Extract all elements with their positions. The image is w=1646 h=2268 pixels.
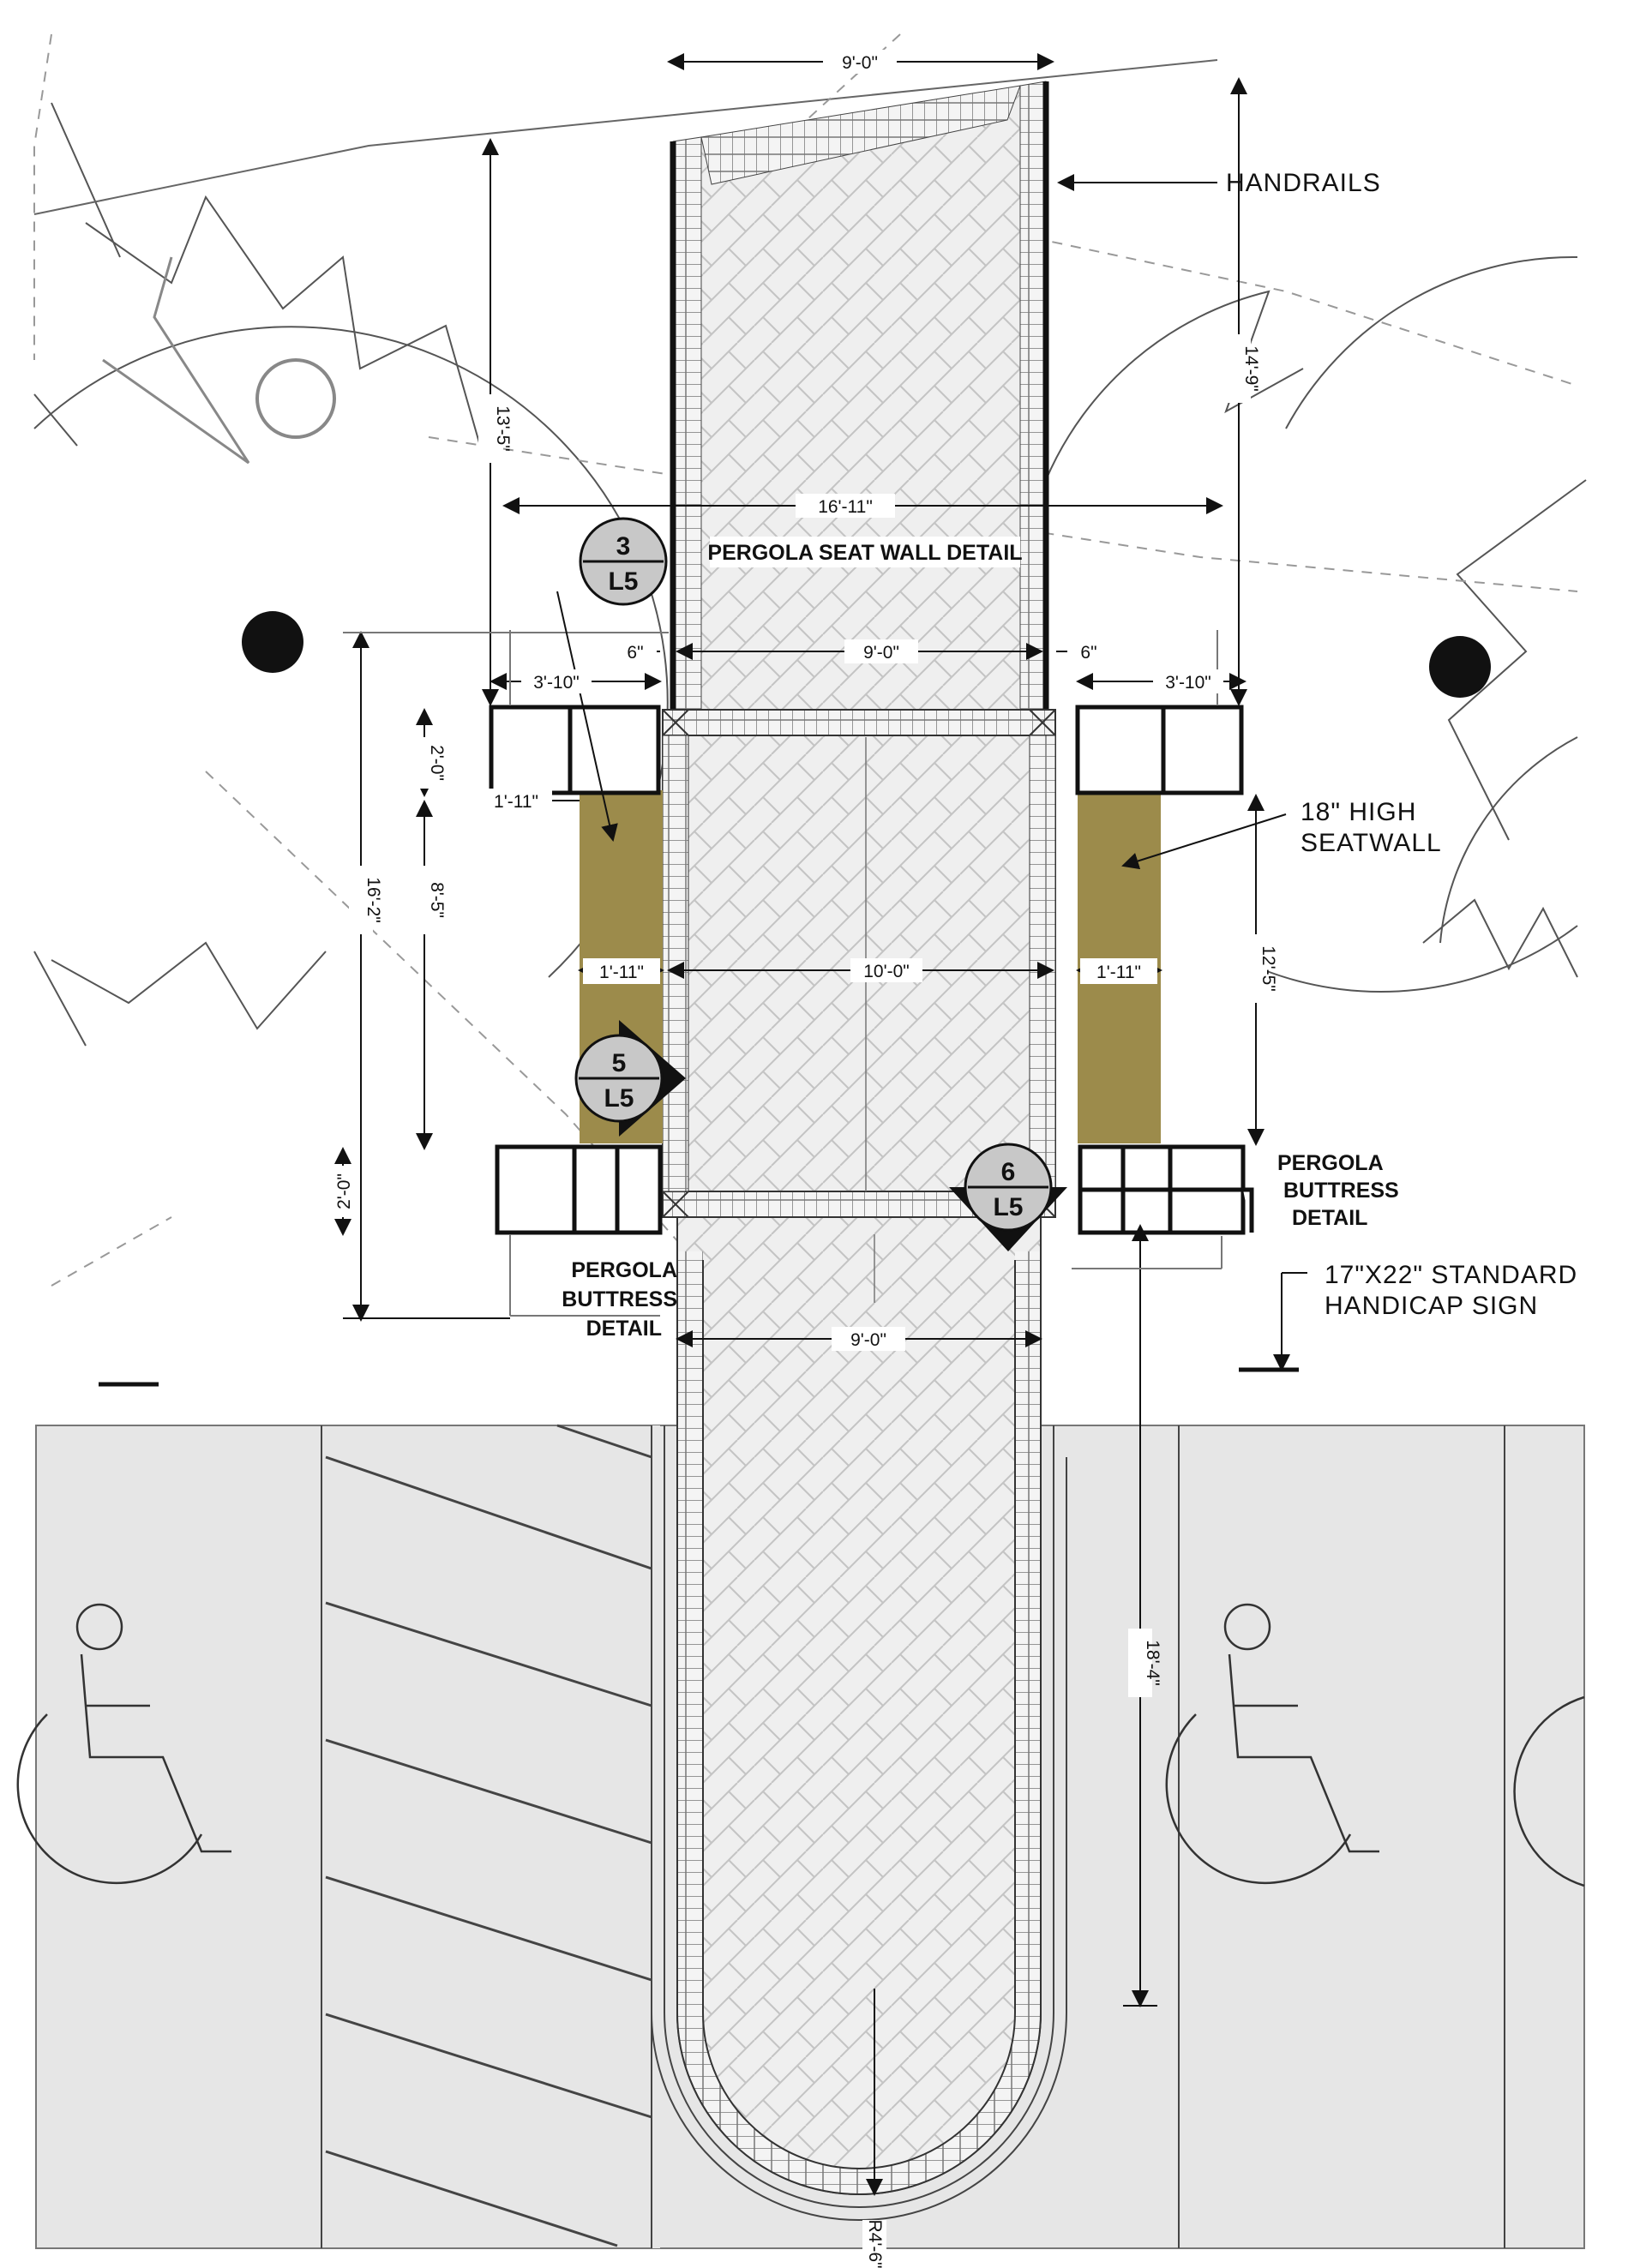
label-buttress-right-3: DETAIL bbox=[1292, 1206, 1368, 1230]
lower-walkway-paving bbox=[677, 1217, 1041, 2194]
label-seatwall-line1: 18" HIGH bbox=[1301, 798, 1417, 826]
dim-buttress-depth-top: 2'-0" bbox=[427, 745, 447, 781]
dim-ramp-length: 18'-4" bbox=[1143, 1640, 1162, 1686]
upper-walkway-border-left bbox=[673, 137, 701, 710]
buttress-bottom-right bbox=[1080, 1147, 1252, 1233]
detail-tag-3-sheet: L5 bbox=[608, 567, 639, 596]
dim-overall-depth: 16'-2" bbox=[363, 877, 383, 923]
label-buttress-right-2: BUTTRESS bbox=[1283, 1179, 1399, 1203]
label-seat-wall-detail: PERGOLA SEAT WALL DETAIL bbox=[707, 541, 1023, 565]
label-buttress-left-2: BUTTRESS bbox=[562, 1287, 677, 1311]
detail-tag-5-sheet: L5 bbox=[604, 1084, 634, 1113]
buttress-bottom-left bbox=[497, 1147, 660, 1233]
label-handrails: HANDRAILS bbox=[1226, 169, 1381, 197]
dim-pergola-width: 10'-0" bbox=[863, 962, 910, 981]
pergola-border-top bbox=[663, 710, 1055, 735]
existing-tree-right bbox=[1429, 636, 1491, 698]
dim-lower-width: 9'-0" bbox=[850, 1330, 886, 1350]
detail-tag-6-sheet: L5 bbox=[993, 1193, 1024, 1221]
dim-right-length: 14'-9" bbox=[1241, 345, 1261, 392]
dim-radius: R4'-6" bbox=[865, 2219, 885, 2268]
label-buttress-left-1: PERGOLA bbox=[571, 1258, 677, 1282]
label-buttress-right-1: PERGOLA bbox=[1277, 1151, 1384, 1175]
upper-walkway-border-right bbox=[1020, 81, 1046, 710]
label-sign-line1: 17"X22" STANDARD bbox=[1325, 1261, 1578, 1289]
label-buttress-left-3: DETAIL bbox=[586, 1317, 662, 1341]
label-sign-line2: HANDICAP SIGN bbox=[1325, 1292, 1539, 1320]
detail-tag-6-number: 6 bbox=[1000, 1158, 1016, 1186]
dim-gap-left: 6" bbox=[627, 643, 644, 663]
dim-seat-left-width: 1'-11" bbox=[599, 963, 644, 982]
buttress-top-left bbox=[491, 707, 658, 793]
label-seatwall-line2: SEATWALL bbox=[1301, 829, 1442, 857]
dim-right-depth: 12'-5" bbox=[1259, 945, 1278, 992]
pergola-border-right bbox=[1030, 735, 1055, 1191]
dim-left-length: 13'-5" bbox=[493, 405, 513, 452]
detail-tag-5-number: 5 bbox=[611, 1049, 627, 1077]
buttress-top-right bbox=[1078, 707, 1241, 793]
dim-seat-right-width: 1'-11" bbox=[1096, 963, 1141, 982]
dim-buttress-depth-bottom: 2'-0" bbox=[334, 1173, 354, 1209]
dim-mid-width: 9'-0" bbox=[863, 643, 899, 663]
dim-seat-offset: 1'-11" bbox=[494, 792, 538, 812]
dim-overall-width: 16'-11" bbox=[818, 497, 873, 517]
pergola-border-left bbox=[663, 735, 688, 1191]
detail-tag-3[interactable] bbox=[580, 519, 666, 604]
existing-tree-left bbox=[242, 611, 303, 673]
detail-tag-3-number: 3 bbox=[616, 532, 631, 561]
aisle-cut bbox=[652, 1425, 660, 2248]
dim-top-width: 9'-0" bbox=[842, 53, 878, 73]
dim-buttress-right-width: 3'-10" bbox=[1165, 673, 1211, 693]
dim-gap-right: 6" bbox=[1080, 643, 1097, 663]
dim-seat-length: 8'-5" bbox=[427, 882, 447, 918]
dim-buttress-left-width: 3'-10" bbox=[533, 673, 580, 693]
